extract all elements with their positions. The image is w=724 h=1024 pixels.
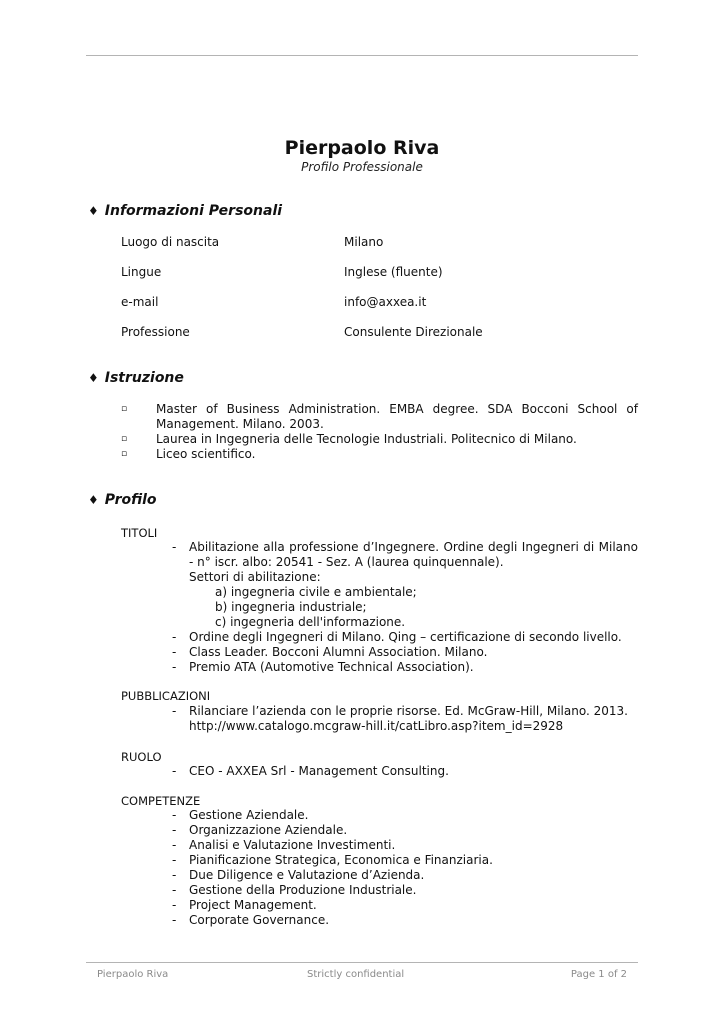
dash-bullet: - <box>172 645 177 659</box>
section-heading-education <box>88 370 184 386</box>
publication-text: Rilanciare l’azienda con le proprie risorse. Ed. McGraw-Hill, Milano. 2013. <box>189 704 628 718</box>
info-value: info@axxea.it <box>344 295 427 309</box>
info-label: Lingue <box>121 265 162 279</box>
square-bullet-icon: ▫ <box>121 404 128 414</box>
dash-bullet: - <box>172 868 177 882</box>
education-text: Laurea in Ingegneria delle Tecnologie Industriali. Politecnico di Milano. <box>156 432 577 446</box>
dash-bullet: - <box>172 764 177 778</box>
diamond-bullet-icon: ♦ <box>88 204 99 218</box>
education-text: Master of Business Administration. EMBA degree. SDA Bocconi School of Management. Milano. 2003. <box>156 402 638 431</box>
list-item <box>172 764 638 779</box>
competenza-text: Project Management. <box>189 898 317 912</box>
titoli-text: Premio ATA (Automotive Technical Association). <box>189 660 474 674</box>
footer-author: Pierpaolo Riva <box>97 969 169 980</box>
info-value: Inglese (fluente) <box>344 265 443 279</box>
section-heading-personal <box>88 203 282 219</box>
settore-item: c) ingegneria dell'informazione. <box>215 615 406 629</box>
footer-rule <box>86 962 638 963</box>
info-label: e-mail <box>121 295 159 309</box>
dash-bullet: - <box>172 704 177 718</box>
list-item <box>172 704 638 734</box>
dash-bullet: - <box>172 823 177 837</box>
competenza-text: Analisi e Valutazione Investimenti. <box>189 838 396 852</box>
ruolo-list <box>172 764 638 779</box>
list-item <box>172 883 638 898</box>
settore-item: a) ingegneria civile e ambientale; <box>215 585 417 599</box>
diamond-bullet-icon: ♦ <box>88 493 99 507</box>
footer-page-number: Page 1 of 2 <box>570 969 627 980</box>
titoli-list <box>172 540 638 675</box>
info-label: Professione <box>121 325 190 339</box>
list-item <box>172 838 638 853</box>
list-item <box>121 432 638 447</box>
dash-bullet: - <box>172 913 177 927</box>
competenza-text: Organizzazione Aziendale. <box>189 823 348 837</box>
header-rule <box>86 55 638 56</box>
document-title: Pierpaolo Riva <box>284 137 440 159</box>
list-item <box>172 823 638 838</box>
subheading-competenze: COMPETENZE <box>121 794 201 808</box>
dash-bullet: - <box>172 898 177 912</box>
section-title: Profilo <box>104 492 157 508</box>
dash-bullet: - <box>172 540 177 554</box>
section-title: Istruzione <box>104 370 184 386</box>
competenza-text: Corporate Governance. <box>189 913 330 927</box>
list-item <box>121 447 638 462</box>
subheading-titoli: TITOLI <box>121 526 158 540</box>
settore-item: b) ingegneria industriale; <box>215 600 367 614</box>
list-item <box>172 853 638 868</box>
dash-bullet: - <box>172 853 177 867</box>
dash-bullet: - <box>172 883 177 897</box>
ruolo-text: CEO - AXXEA Srl - Management Consulting. <box>189 764 449 778</box>
list-item <box>172 630 638 645</box>
competenza-text: Gestione Aziendale. <box>189 808 309 822</box>
titoli-text: Ordine degli Ingegneri di Milano. Qing – certificazione di secondo livello. <box>189 630 622 644</box>
info-value: Milano <box>344 235 384 249</box>
square-bullet-icon: ▫ <box>121 434 128 444</box>
info-value: Consulente Direzionale <box>344 325 483 339</box>
competenze-list <box>172 808 638 928</box>
competenza-text: Due Diligence e Valutazione d’Azienda. <box>189 868 425 882</box>
titoli-text: Class Leader. Bocconi Alumni Association. Milano. <box>189 645 488 659</box>
competenza-text: Pianificazione Strategica, Economica e Finanziaria. <box>189 853 493 867</box>
dash-bullet: - <box>172 838 177 852</box>
info-label: Luogo di nascita <box>121 235 220 249</box>
education-text: Liceo scientifico. <box>156 447 256 461</box>
subheading-ruolo: RUOLO <box>121 750 162 764</box>
list-item <box>172 540 638 630</box>
list-item <box>172 898 638 913</box>
list-item <box>172 913 638 928</box>
footer-confidential: Strictly confidential <box>307 969 405 980</box>
competenza-text: Gestione della Produzione Industriale. <box>189 883 417 897</box>
pubblicazioni-list <box>172 704 638 734</box>
settori-heading: Settori di abilitazione: <box>189 570 321 584</box>
subheading-pubblicazioni: PUBBLICAZIONI <box>121 689 211 703</box>
dash-bullet: - <box>172 630 177 644</box>
dash-bullet: - <box>172 808 177 822</box>
list-item <box>121 402 638 432</box>
dash-bullet: - <box>172 660 177 674</box>
section-title: Informazioni Personali <box>104 203 283 219</box>
list-item <box>172 645 638 660</box>
list-item <box>172 868 638 883</box>
publication-url: http://www.catalogo.mcgraw-hill.it/catLibro.asp?item_id=2928 <box>189 719 564 733</box>
list-item <box>172 660 638 675</box>
education-list <box>121 402 638 462</box>
section-heading-profile <box>88 492 157 508</box>
list-item <box>172 808 638 823</box>
diamond-bullet-icon: ♦ <box>88 371 99 385</box>
document-subtitle: Profilo Professionale <box>301 160 423 174</box>
titoli-text: Abilitazione alla professione d’Ingegnere. Ordine degli Ingegneri di Milano - n° iscr. albo: 20541 - Sez. A (laurea quinquennale). <box>189 540 638 569</box>
square-bullet-icon: ▫ <box>121 449 128 459</box>
